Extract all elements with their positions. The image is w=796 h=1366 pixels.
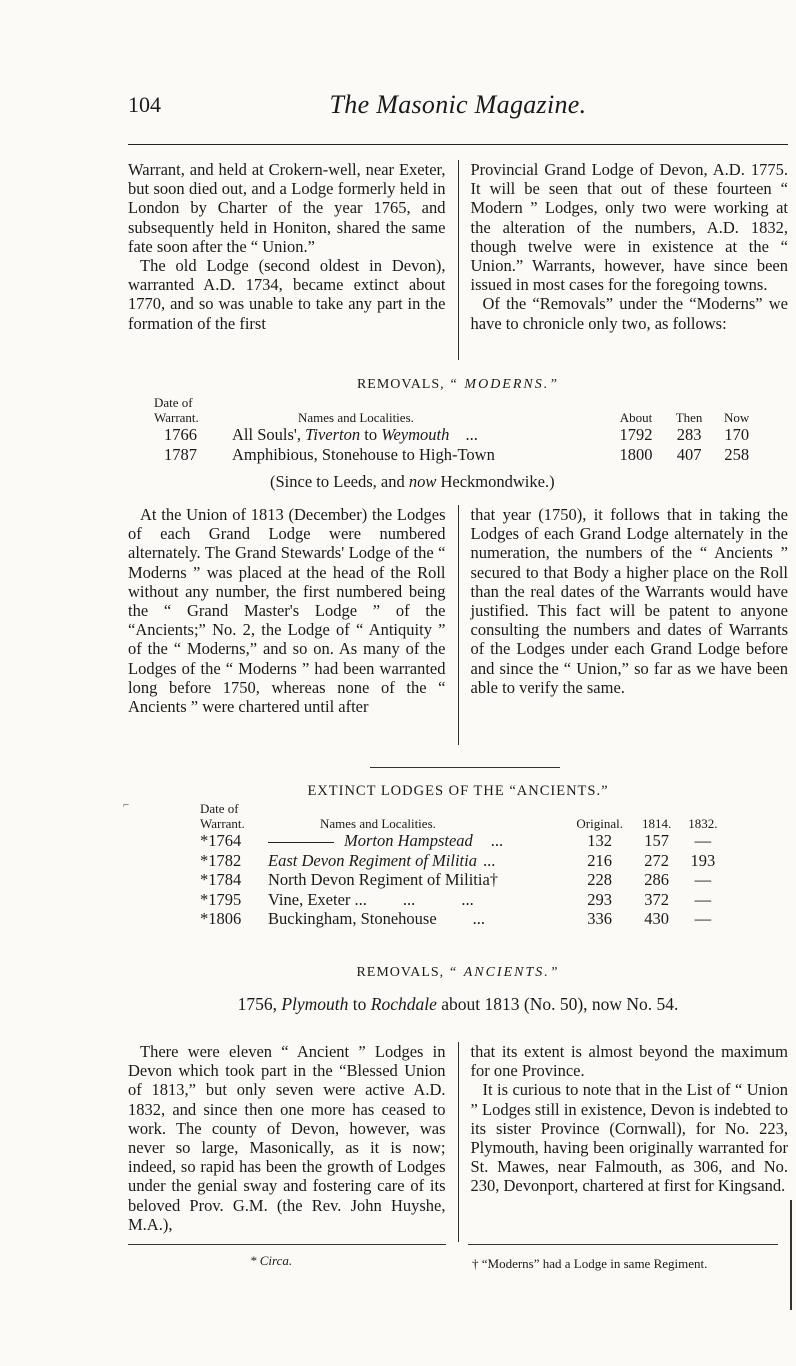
- section-1-columns: [128, 160, 788, 360]
- paragraph: Warrant, and held at Crokern-well, near Exeter, but soon died out, and a Lodge formerly held in London by Charter of the year 1765, and subsequently held in Honiton, shared the same fate soon after the “ Union.”: [128, 160, 446, 256]
- section-separator: [370, 767, 560, 768]
- column-header: Original.: [576, 816, 623, 831]
- table-row: *1782 East Devon Regiment of Militia ... 216 272 193: [200, 850, 716, 870]
- removals-ancients-title: REMOVALS, “ ANCIENTS.”: [356, 965, 560, 980]
- section-1-left-column: [128, 160, 458, 360]
- table-row: 1766 All Souls', Tiverton to Weymouth ... 1792 283 170: [164, 425, 750, 444]
- paragraph: It is curious to note that in the List of “ Union ” Lodges still in existence, Devon is indebted to its sister Province (Cornwall), for No. 223, Plymouth, having been originally warranted for St. Mawes, near Falmouth, as 306, and No. 230, Devonport, chartered at first for Kingsand.: [470, 1080, 788, 1196]
- extinct-ancients-title: EXTINCT LODGES OF THE “ANCIENTS.”: [307, 783, 609, 799]
- table-header-row: [150, 395, 760, 425]
- footnote-left: * Circa.: [250, 1253, 293, 1268]
- table-row: *1795 Vine, Exeter ... ... ... 293 372 —: [200, 889, 712, 909]
- paragraph: Provincial Grand Lodge of Devon, A.D. 1775. It will be seen that out of these fourteen “ Modern ” Lodges, only two were working at the alteration of the numbers, A.D. 1832, though twelve were in existence at the “ Union.” Warrants, however, have since been issued in most cases for the foregoing towns.: [470, 160, 788, 295]
- paragraph: The old Lodge (second oldest in Devon), warranted A.D. 1734, became extinct about 1770, and so was unable to take any part in the formation of the first: [128, 256, 446, 333]
- column-header: Now: [724, 410, 750, 425]
- margin-mark: ⌐: [123, 799, 130, 811]
- table-row: *1764 Morton Hampstead ... 132 157 —: [200, 831, 712, 850]
- column-header: About: [619, 410, 653, 425]
- page-edge-shadow: [790, 1200, 792, 1310]
- header-rule: [128, 144, 788, 145]
- footnote-right: † “Moderns” had a Lodge in same Regiment.: [472, 1256, 708, 1271]
- section-3-left-column: [128, 1042, 458, 1242]
- section-2-right-column: [458, 505, 789, 745]
- extinct-ancients-table: [196, 801, 726, 929]
- column-header: Names and Localities.: [320, 816, 436, 831]
- paragraph: that year (1750), it follows that in taking the Lodges of each Grand Lodge alternately in the numeration, the numbers of the “ Ancients ” secured to that Body a higher place on the Roll than the real dates of the Warrants would have justified. This fact will be patent to anyone consulting the numbers and dates of Warrants of the Lodges under each Grand Lodge before and since the “ Union,” so far as we have been able to verify the same.: [470, 505, 788, 697]
- paragraph: At the Union of 1813 (December) the Lodges of each Grand Lodge were numbered alternately. The Grand Stewards' Lodge of the “ Moderns ” was placed at the head of the Roll without any number, the first numbered being the “ Grand Master's Lodge ” of the “Ancients;” No. 2, the Lodge of “ Antiquity ” of the “ Moderns,” and so on. As many of the Lodges of the “ Moderns ” had been warranted long before 1750, whereas none of the “ Ancients ” were chartered until after: [128, 505, 446, 717]
- column-header: Names and Localities.: [298, 410, 414, 425]
- section-3-columns: [128, 1042, 788, 1242]
- column-header: Date of Warrant.: [154, 395, 199, 425]
- footnote-rule-left: [128, 1244, 446, 1245]
- table-row: *1806 Buckingham, Stonehouse ... 336 430 —: [200, 909, 712, 928]
- paragraph: Of the “Removals” under the “Moderns” we have to chronicle only two, as follows:: [470, 294, 788, 333]
- table-header-row: [196, 801, 726, 831]
- column-header: Then: [675, 410, 703, 425]
- column-header: Date of Warrant.: [200, 801, 245, 831]
- section-3-right-column: [458, 1042, 789, 1242]
- footnote-rule-right: [468, 1244, 778, 1245]
- page-number: 104: [128, 92, 161, 117]
- table-row: *1784 North Devon Regiment of Militia† 228 286 —: [200, 870, 712, 889]
- section-1-right-column: [458, 160, 789, 360]
- section-2-columns: [128, 505, 788, 745]
- removals-moderns-title: REMOVALS, “ MODERNS.”: [356, 377, 560, 392]
- table-row: 1787 Amphibious, Stonehouse to High-Town 1800 407 258: [164, 444, 750, 464]
- page-header: [128, 92, 788, 132]
- removals-moderns-note: (Since to Leeds, and now Heckmondwike.): [270, 472, 555, 491]
- column-header: 1832.: [688, 816, 718, 831]
- removals-ancients-line: 1756, Plymouth to Rochdale about 1813 (No. 50), now No. 54.: [237, 994, 679, 1014]
- running-title: The Masonic Magazine.: [329, 90, 587, 119]
- paragraph: There were eleven “ Ancient ” Lodges in Devon which took part in the “Blessed Union of 1813,” but only seven were active A.D. 1832, and since then one more has ceased to work. The county of Devon, however, was never so large, Masonically, as it is now; indeed, so rapid has been the growth of Lodges under the genial sway and fostering care of its beloved Prov. G.M. (the Rev. John Huyshe, M.A.),: [128, 1042, 446, 1234]
- column-header: 1814.: [642, 816, 672, 831]
- paragraph: that its extent is almost beyond the maximum for one Province.: [470, 1042, 788, 1081]
- section-2-left-column: [128, 505, 458, 745]
- removals-moderns-table: [150, 395, 760, 464]
